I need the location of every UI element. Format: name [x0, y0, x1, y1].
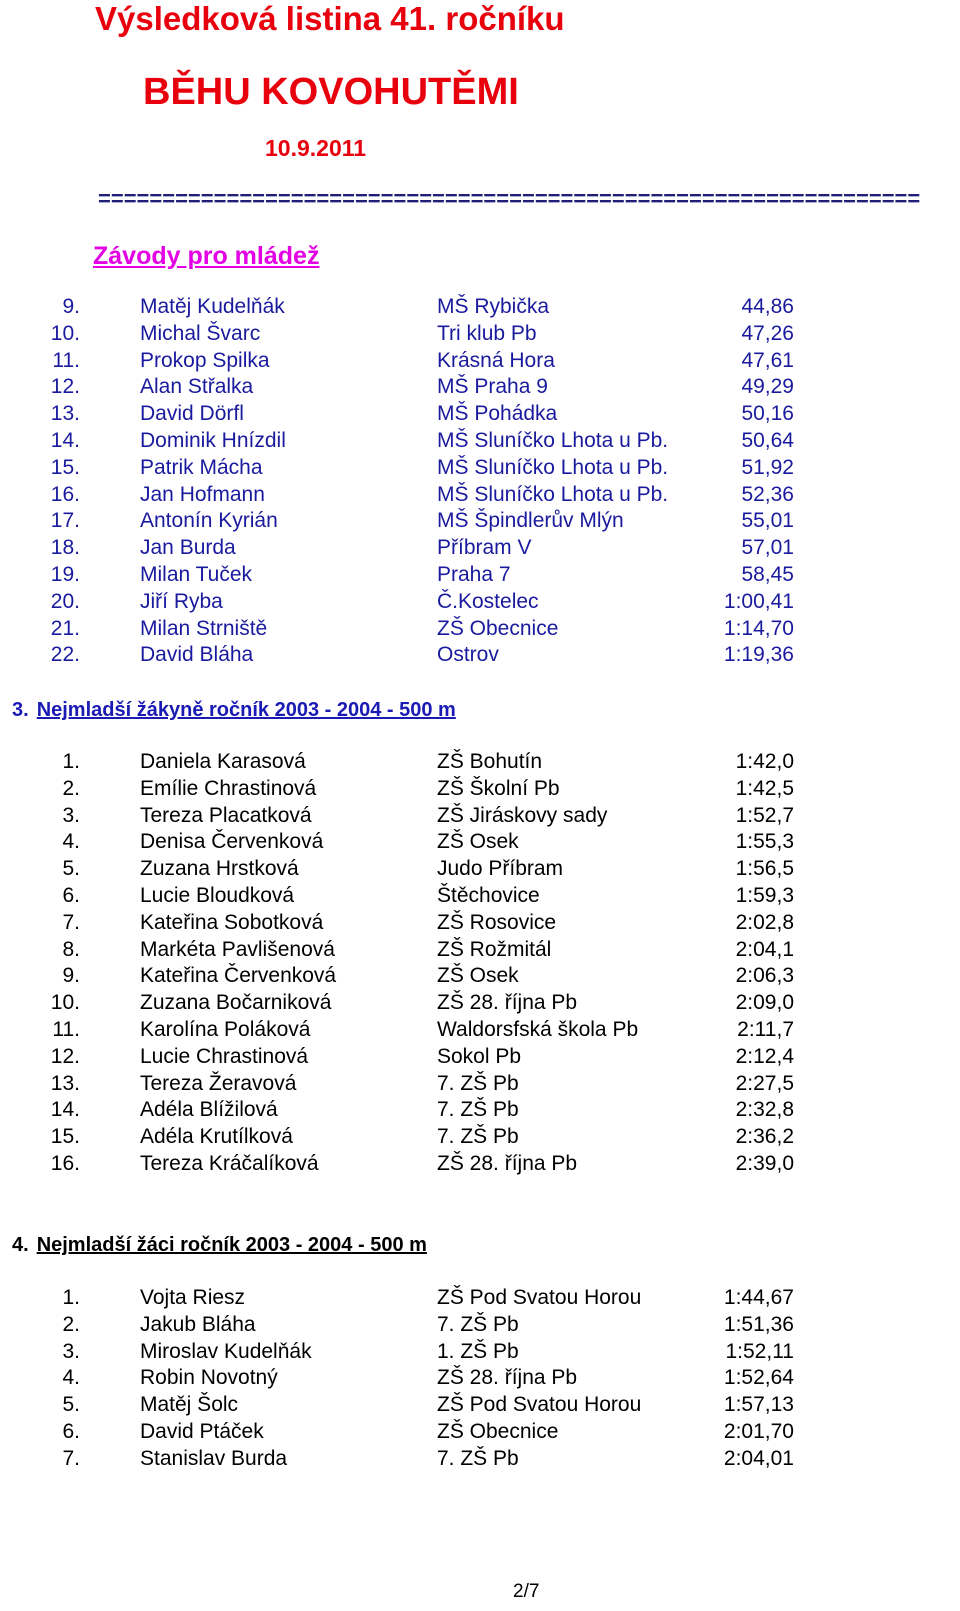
table-row — [0, 1391, 960, 1418]
section-3-heading — [12, 698, 456, 722]
result-rank: 20. — [50, 589, 80, 613]
title-line-1: Výsledková listina 41. ročníku — [95, 0, 565, 37]
result-rank: 14. — [50, 1098, 80, 1122]
result-time: 2:06,3 — [735, 964, 794, 988]
result-rank: 2. — [62, 1312, 80, 1336]
result-time: 1:42,5 — [735, 776, 794, 800]
result-name: Robin Novotný — [140, 1366, 278, 1390]
table-row — [0, 775, 960, 802]
result-rank: 21. — [50, 616, 80, 640]
result-name: David Bláha — [140, 643, 254, 667]
result-time: 47,26 — [741, 321, 794, 345]
result-name: Zuzana Bočarniková — [140, 991, 332, 1015]
result-rank: 3. — [62, 803, 80, 827]
table-row — [0, 293, 960, 320]
result-name: Prokop Spilka — [140, 348, 270, 372]
result-name: Emílie Chrastinová — [140, 776, 317, 800]
table-row — [0, 400, 960, 427]
result-name: Matěj Šolc — [140, 1393, 239, 1417]
result-time: 1:55,3 — [735, 830, 794, 854]
result-name: Matěj Kudelňák — [140, 295, 285, 318]
table-row — [0, 1284, 960, 1311]
result-rank: 6. — [62, 1420, 80, 1443]
result-club: Waldorsfská škola Pb — [437, 1018, 639, 1041]
result-club: 7. ZŠ Pb — [437, 1098, 519, 1122]
result-name: Miroslav Kudelňák — [140, 1339, 312, 1363]
result-club: ZŠ Pod Svatou Horou — [437, 1393, 642, 1417]
result-name: Vojta Riesz — [140, 1286, 246, 1309]
result-club: MŠ Sluníčko Lhota u Pb. — [437, 482, 669, 506]
result-name: Adéla Krutílková — [140, 1125, 293, 1149]
table-row — [0, 855, 960, 882]
table-row — [0, 615, 960, 642]
table-row — [0, 534, 960, 561]
result-rank: 8. — [62, 937, 80, 961]
result-rank: 5. — [62, 1393, 80, 1417]
result-club: Praha 7 — [437, 563, 511, 586]
result-club: Judo Příbram — [437, 857, 564, 881]
result-rank: 13. — [50, 402, 80, 426]
result-rank: 10. — [50, 321, 80, 345]
result-name: David Ptáček — [140, 1420, 264, 1443]
result-club: ZŠ Rožmitál — [437, 937, 552, 961]
result-time: 2:09,0 — [735, 991, 794, 1015]
result-rank: 14. — [50, 429, 80, 452]
result-rank: 15. — [50, 1125, 80, 1149]
result-rank: 5. — [62, 857, 80, 881]
result-club: 1. ZŠ Pb — [437, 1339, 519, 1363]
table-row — [0, 481, 960, 508]
result-time: 1:00,41 — [723, 589, 794, 613]
result-name: Jakub Bláha — [140, 1312, 256, 1336]
result-rank: 16. — [50, 482, 80, 506]
result-time: 2:39,0 — [735, 1152, 794, 1175]
result-name: Lucie Bloudková — [140, 884, 295, 907]
result-rank: 16. — [50, 1152, 80, 1175]
result-club: Č.Kostelec — [437, 589, 539, 613]
result-club: 7. ZŠ Pb — [437, 1071, 519, 1095]
result-time: 1:52,11 — [725, 1339, 794, 1363]
result-time: 1:57,13 — [723, 1393, 794, 1417]
result-time: 58,45 — [741, 563, 794, 586]
table-row — [0, 1016, 960, 1043]
result-rank: 22. — [50, 643, 80, 667]
result-time: 2:27,5 — [735, 1071, 794, 1095]
result-time: 52,36 — [741, 482, 794, 506]
result-club: 7. ZŠ Pb — [437, 1312, 519, 1336]
result-rank: 1. — [62, 1286, 80, 1309]
result-name: Patrik Mácha — [140, 455, 263, 479]
result-time: 1:42,0 — [735, 750, 794, 773]
table-row — [0, 1418, 960, 1445]
section-4-label: Nejmladší žáci ročník 2003 - 2004 - 500 m — [36, 1234, 427, 1256]
result-time: 1:52,64 — [723, 1366, 794, 1390]
result-club: ZŠ Obecnice — [437, 1420, 559, 1443]
result-club: ZŠ Bohutín — [437, 750, 543, 773]
table-row — [0, 1150, 960, 1177]
result-name: Tereza Placatková — [140, 803, 312, 827]
table-row — [0, 373, 960, 400]
result-club: MŠ Špindlerův Mlýn — [437, 509, 624, 533]
result-name: Adéla Blížilová — [140, 1098, 278, 1122]
result-club: ZŠ Školní Pb — [437, 776, 560, 800]
page-number: 2/7 — [513, 1581, 540, 1602]
table-row — [0, 1070, 960, 1097]
table-row — [0, 1096, 960, 1123]
result-time: 1:59,3 — [735, 884, 794, 907]
table-row — [0, 588, 960, 615]
section-3-number: 3. — [12, 699, 29, 721]
result-name: Stanislav Burda — [140, 1446, 288, 1470]
result-rank: 10. — [50, 991, 80, 1015]
result-time: 50,16 — [741, 402, 794, 426]
title-line-2: BĚHU KOVOHUTĚMI — [143, 71, 519, 113]
table-row — [0, 1364, 960, 1391]
result-club: Sokol Pb — [437, 1044, 522, 1068]
result-name: Denisa Červenková — [140, 830, 324, 854]
result-rank: 1. — [62, 750, 80, 773]
result-rank: 12. — [50, 1044, 80, 1068]
table-row — [0, 641, 960, 668]
result-time: 44,86 — [741, 295, 794, 318]
result-time: 1:51,36 — [723, 1312, 794, 1336]
section-4-heading — [12, 1233, 427, 1257]
result-name: Antonín Kyrián — [140, 509, 278, 533]
result-rank: 11. — [52, 1018, 80, 1041]
result-club: ZŠ 28. října Pb — [437, 1152, 578, 1175]
result-name: Milan Tuček — [140, 563, 253, 586]
result-name: Jan Hofmann — [140, 482, 265, 506]
result-club: Krásná Hora — [437, 348, 555, 372]
result-time: 1:56,5 — [735, 857, 794, 881]
result-time: 1:19,36 — [723, 643, 794, 667]
table-row — [0, 1311, 960, 1338]
table-row — [0, 454, 960, 481]
result-club: ZŠ Pod Svatou Horou — [437, 1286, 642, 1309]
result-time: 2:12,4 — [735, 1044, 794, 1068]
result-time: 2:04,1 — [735, 937, 794, 961]
table-row — [0, 802, 960, 829]
result-name: Jan Burda — [140, 536, 236, 560]
result-name: Zuzana Hrstková — [140, 857, 299, 881]
result-club: ZŠ Jiráskovy sady — [437, 803, 608, 827]
result-time: 50,64 — [741, 429, 794, 452]
result-rank: 13. — [50, 1071, 80, 1095]
result-club: MŠ Rybička — [437, 295, 550, 318]
result-name: Kateřina Červenková — [140, 964, 337, 988]
result-rank: 19. — [50, 563, 80, 586]
result-time: 55,01 — [741, 509, 794, 533]
result-club: Příbram V — [437, 536, 532, 560]
result-club: ZŠ Osek — [437, 964, 519, 988]
result-club: 7. ZŠ Pb — [437, 1446, 519, 1470]
result-rank: 4. — [62, 1366, 80, 1390]
result-time: 2:36,2 — [735, 1125, 794, 1149]
result-club: ZŠ 28. října Pb — [437, 1366, 578, 1390]
result-name: Markéta Pavlišenová — [140, 937, 335, 961]
result-rank: 9. — [62, 964, 80, 988]
result-rank: 9. — [62, 295, 80, 318]
table-row — [0, 1445, 960, 1472]
result-name: Tereza Žeravová — [140, 1071, 297, 1095]
result-rank: 6. — [62, 884, 80, 907]
table-row — [0, 507, 960, 534]
result-club: ZŠ Obecnice — [437, 616, 559, 640]
result-rank: 17. — [50, 509, 80, 533]
table-row — [0, 882, 960, 909]
result-name: Daniela Karasová — [140, 750, 306, 773]
result-club: 7. ZŠ Pb — [437, 1125, 519, 1149]
result-time: 1:52,7 — [735, 803, 794, 827]
result-time: 1:44,67 — [723, 1286, 794, 1309]
table-row — [0, 1338, 960, 1365]
result-rank: 18. — [50, 536, 80, 560]
section-3-label: Nejmladší žákyně ročník 2003 - 2004 - 500 m — [36, 699, 456, 721]
section-4-number: 4. — [12, 1234, 29, 1256]
result-time: 2:04,01 — [723, 1446, 794, 1470]
result-time: 51,92 — [741, 455, 794, 479]
result-name: Lucie Chrastinová — [140, 1044, 309, 1068]
result-name: Dominik Hnízdil — [140, 429, 286, 452]
result-time: 47,61 — [741, 348, 794, 372]
result-time: 2:02,8 — [735, 910, 794, 934]
table-row — [0, 989, 960, 1016]
event-date: 10.9.2011 — [265, 135, 367, 161]
result-club: ZŠ Osek — [437, 830, 519, 854]
result-rank: 3. — [62, 1339, 80, 1363]
result-rank: 4. — [62, 830, 80, 854]
result-name: Michal Švarc — [140, 321, 261, 345]
separator-line: ================================================================ — [98, 186, 921, 211]
result-rank: 7. — [62, 1446, 80, 1470]
result-time: 57,01 — [741, 536, 794, 560]
result-name: Jiří Ryba — [140, 589, 223, 613]
youth-races-heading: Závody pro mládež — [93, 242, 320, 270]
result-club: Ostrov — [437, 643, 499, 667]
result-club: Tri klub Pb — [437, 321, 537, 345]
table-row — [0, 909, 960, 936]
result-club: MŠ Sluníčko Lhota u Pb. — [437, 429, 669, 452]
table-row — [0, 561, 960, 588]
result-name: Milan Strniště — [140, 616, 268, 640]
result-club: ZŠ 28. října Pb — [437, 991, 578, 1015]
table-row — [0, 962, 960, 989]
result-time: 2:01,70 — [723, 1420, 794, 1443]
result-name: Alan Střalka — [140, 375, 254, 399]
result-club: Štěchovice — [437, 884, 540, 907]
result-club: ZŠ Rosovice — [437, 910, 557, 934]
result-rank: 7. — [62, 910, 80, 934]
table-row — [0, 1123, 960, 1150]
table-row — [0, 1043, 960, 1070]
result-rank: 12. — [50, 375, 80, 399]
result-name: Tereza Kráčalíková — [140, 1152, 319, 1175]
result-club: MŠ Pohádka — [437, 402, 558, 426]
result-name: David Dörfl — [140, 402, 244, 426]
result-rank: 11. — [52, 348, 80, 372]
result-rank: 2. — [62, 776, 80, 800]
table-row — [0, 748, 960, 775]
table-row — [0, 828, 960, 855]
result-time: 2:32,8 — [735, 1098, 794, 1122]
result-time: 1:14,70 — [723, 616, 794, 640]
result-name: Karolína Poláková — [140, 1018, 311, 1041]
table-row — [0, 427, 960, 454]
result-club: MŠ Praha 9 — [437, 375, 548, 399]
result-club: MŠ Sluníčko Lhota u Pb. — [437, 455, 669, 479]
table-row — [0, 320, 960, 347]
result-name: Kateřina Sobotková — [140, 910, 324, 934]
result-time: 49,29 — [741, 375, 794, 399]
table-row — [0, 936, 960, 963]
table-row — [0, 347, 960, 374]
result-time: 2:11,7 — [737, 1018, 794, 1041]
result-rank: 15. — [50, 455, 80, 479]
